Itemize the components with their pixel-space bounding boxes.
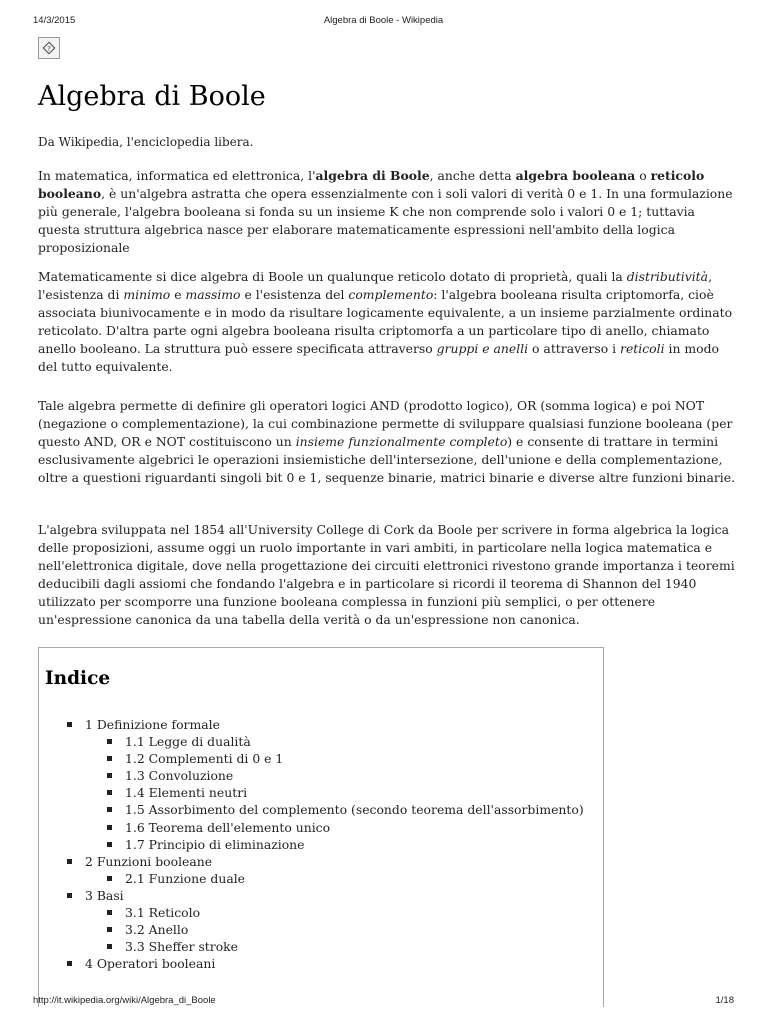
page-url: http://it.wikipedia.org/wiki/Algebra_di_Boole	[33, 995, 216, 1006]
toc-title: Indice	[45, 668, 111, 689]
svg-text:?: ?	[47, 45, 51, 53]
toc-item-3[interactable]: 3 Basi 3.1 Reticolo 3.2 Anello 3.3 Sheffer stroke	[67, 887, 584, 955]
toc-item-1-5[interactable]: 1.5 Assorbimento del complemento (secondo teorema dell'assorbimento)	[107, 801, 584, 818]
link-bold-term: algebra di Boole	[315, 168, 430, 183]
toc-item-1[interactable]: 1 Definizione formale 1.1 Legge di dualità 1.2 Complementi di 0 e 1 1.3 Convoluzione 1.4 Elementi neutri 1.5 Assorbimento del complemento (secondo teorema dell'assorbimento) 1.6 Teorema dell'elemento unico 1.7 Principio di eliminazione	[67, 716, 584, 853]
paragraph-intro: In matematica, informatica ed elettronica, l'algebra di Boole, anche detta algebra booleana o reticolo booleano, è un'algebra astratta che opera essenzialmente con i soli valori di verità 0 e 1. In una formulazione più generale, l'algebra booleana si fonda su un insieme K che non comprende solo i valori 0 e 1; tuttavia questa struttura algebrica nasce per elaborare matematicamente espressioni nell'ambito della logica proposizionale	[38, 168, 733, 255]
toc-item-1-3[interactable]: 1.3 Convoluzione	[107, 767, 584, 784]
toc-item-1-7[interactable]: 1.7 Principio di eliminazione	[107, 836, 584, 853]
page-title: Algebra di Boole	[38, 81, 266, 112]
print-footer	[33, 995, 734, 1009]
tagline: Da Wikipedia, l'enciclopedia libera.	[38, 135, 254, 149]
bullet-icon	[107, 807, 112, 812]
paragraph-history: L'algebra sviluppata nel 1854 all'University College di Cork da Boole per scrivere in forma algebrica la logica delle proposizioni, assume oggi un ruolo importante in vari ambiti, in particolare nella logica matematica e nell'elettronica digitale, dove nella progettazione dei circuiti elettronici rivestono grande importanza i teoremi deducibili dagli assiomi che fondando l'algebra e in particolare si ricordi il teorema di Shannon del 1940 utilizzato per scomporre una funzione booleana complessa in funzioni più semplici, o per ottenere un'espressione canonica da una tabella della verità o da un'espressione non canonica.	[38, 522, 735, 627]
toc-item-1-1[interactable]: 1.1 Legge di dualità	[107, 733, 584, 750]
print-date: 14/3/2015	[33, 15, 76, 26]
bullet-icon	[67, 961, 72, 966]
bullet-icon	[107, 790, 112, 795]
toc-item-2-1[interactable]: 2.1 Funzione duale	[107, 870, 584, 887]
page-number: 1/18	[715, 995, 734, 1006]
table-of-contents	[38, 647, 604, 1007]
toc-item-1-6[interactable]: 1.6 Teorema dell'elemento unico	[107, 819, 584, 836]
bullet-icon	[107, 910, 112, 915]
paragraph-math: Matematicamente si dice algebra di Boole un qualunque reticolo dotato di proprietà, quali la distributività, l'esistenza di minimo e massimo e l'esistenza del complemento: l'algebra booleana risulta criptomorfa, cioè associata biunivocamente e in modo da risultare logicamente equivalente, a un insieme parzialmente ordinato reticolato. D'altra parte ogni algebra booleana risulta criptomorfa a un particolare tipo di anello, chiamato anello booleano. La struttura può essere specificata attraverso gruppi e anelli o attraverso i reticoli in modo del tutto equivalente.	[38, 269, 733, 374]
toc-item-4[interactable]: 4 Operatori booleani	[67, 955, 584, 972]
bullet-icon	[107, 773, 112, 778]
toc-item-3-1[interactable]: 3.1 Reticolo	[107, 904, 584, 921]
print-page-title: Algebra di Boole - Wikipedia	[323, 15, 444, 26]
toc-item-1-4[interactable]: 1.4 Elementi neutri	[107, 784, 584, 801]
toc-item-1-2[interactable]: 1.2 Complementi di 0 e 1	[107, 750, 584, 767]
print-header	[33, 15, 734, 29]
bullet-icon	[107, 739, 112, 744]
bullet-icon	[67, 893, 72, 898]
toc-list	[67, 716, 584, 972]
bullet-icon	[107, 944, 112, 949]
bullet-icon	[107, 927, 112, 932]
bullet-icon	[107, 842, 112, 847]
bullet-icon	[107, 825, 112, 830]
paragraph-operators: Tale algebra permette di definire gli operatori logici AND (prodotto logico), OR (somma logica) e poi NOT (negazione o complementazione), la cui combinazione permette di sviluppare qualsiasi funzione booleana (per questo AND, OR e NOT costituiscono un insieme funzionalmente completo) e consente di trattare in termini esclusivamente algebrici le operazioni insiemistiche dell'intersezione, dell'unione e della complementazione, oltre a questioni riguardanti singoli bit 0 e 1, sequenze binarie, matrici binarie e diverse altre funzioni binarie.	[38, 398, 736, 485]
bullet-icon	[67, 722, 72, 727]
toc-item-3-2[interactable]: 3.2 Anello	[107, 921, 584, 938]
bullet-icon	[107, 876, 112, 881]
toc-item-3-3[interactable]: 3.3 Sheffer stroke	[107, 938, 584, 955]
bullet-icon	[67, 859, 72, 864]
toc-item-2[interactable]: 2 Funzioni booleane 2.1 Funzione duale	[67, 853, 584, 887]
bullet-icon	[107, 756, 112, 761]
placeholder-image-icon	[38, 37, 60, 59]
